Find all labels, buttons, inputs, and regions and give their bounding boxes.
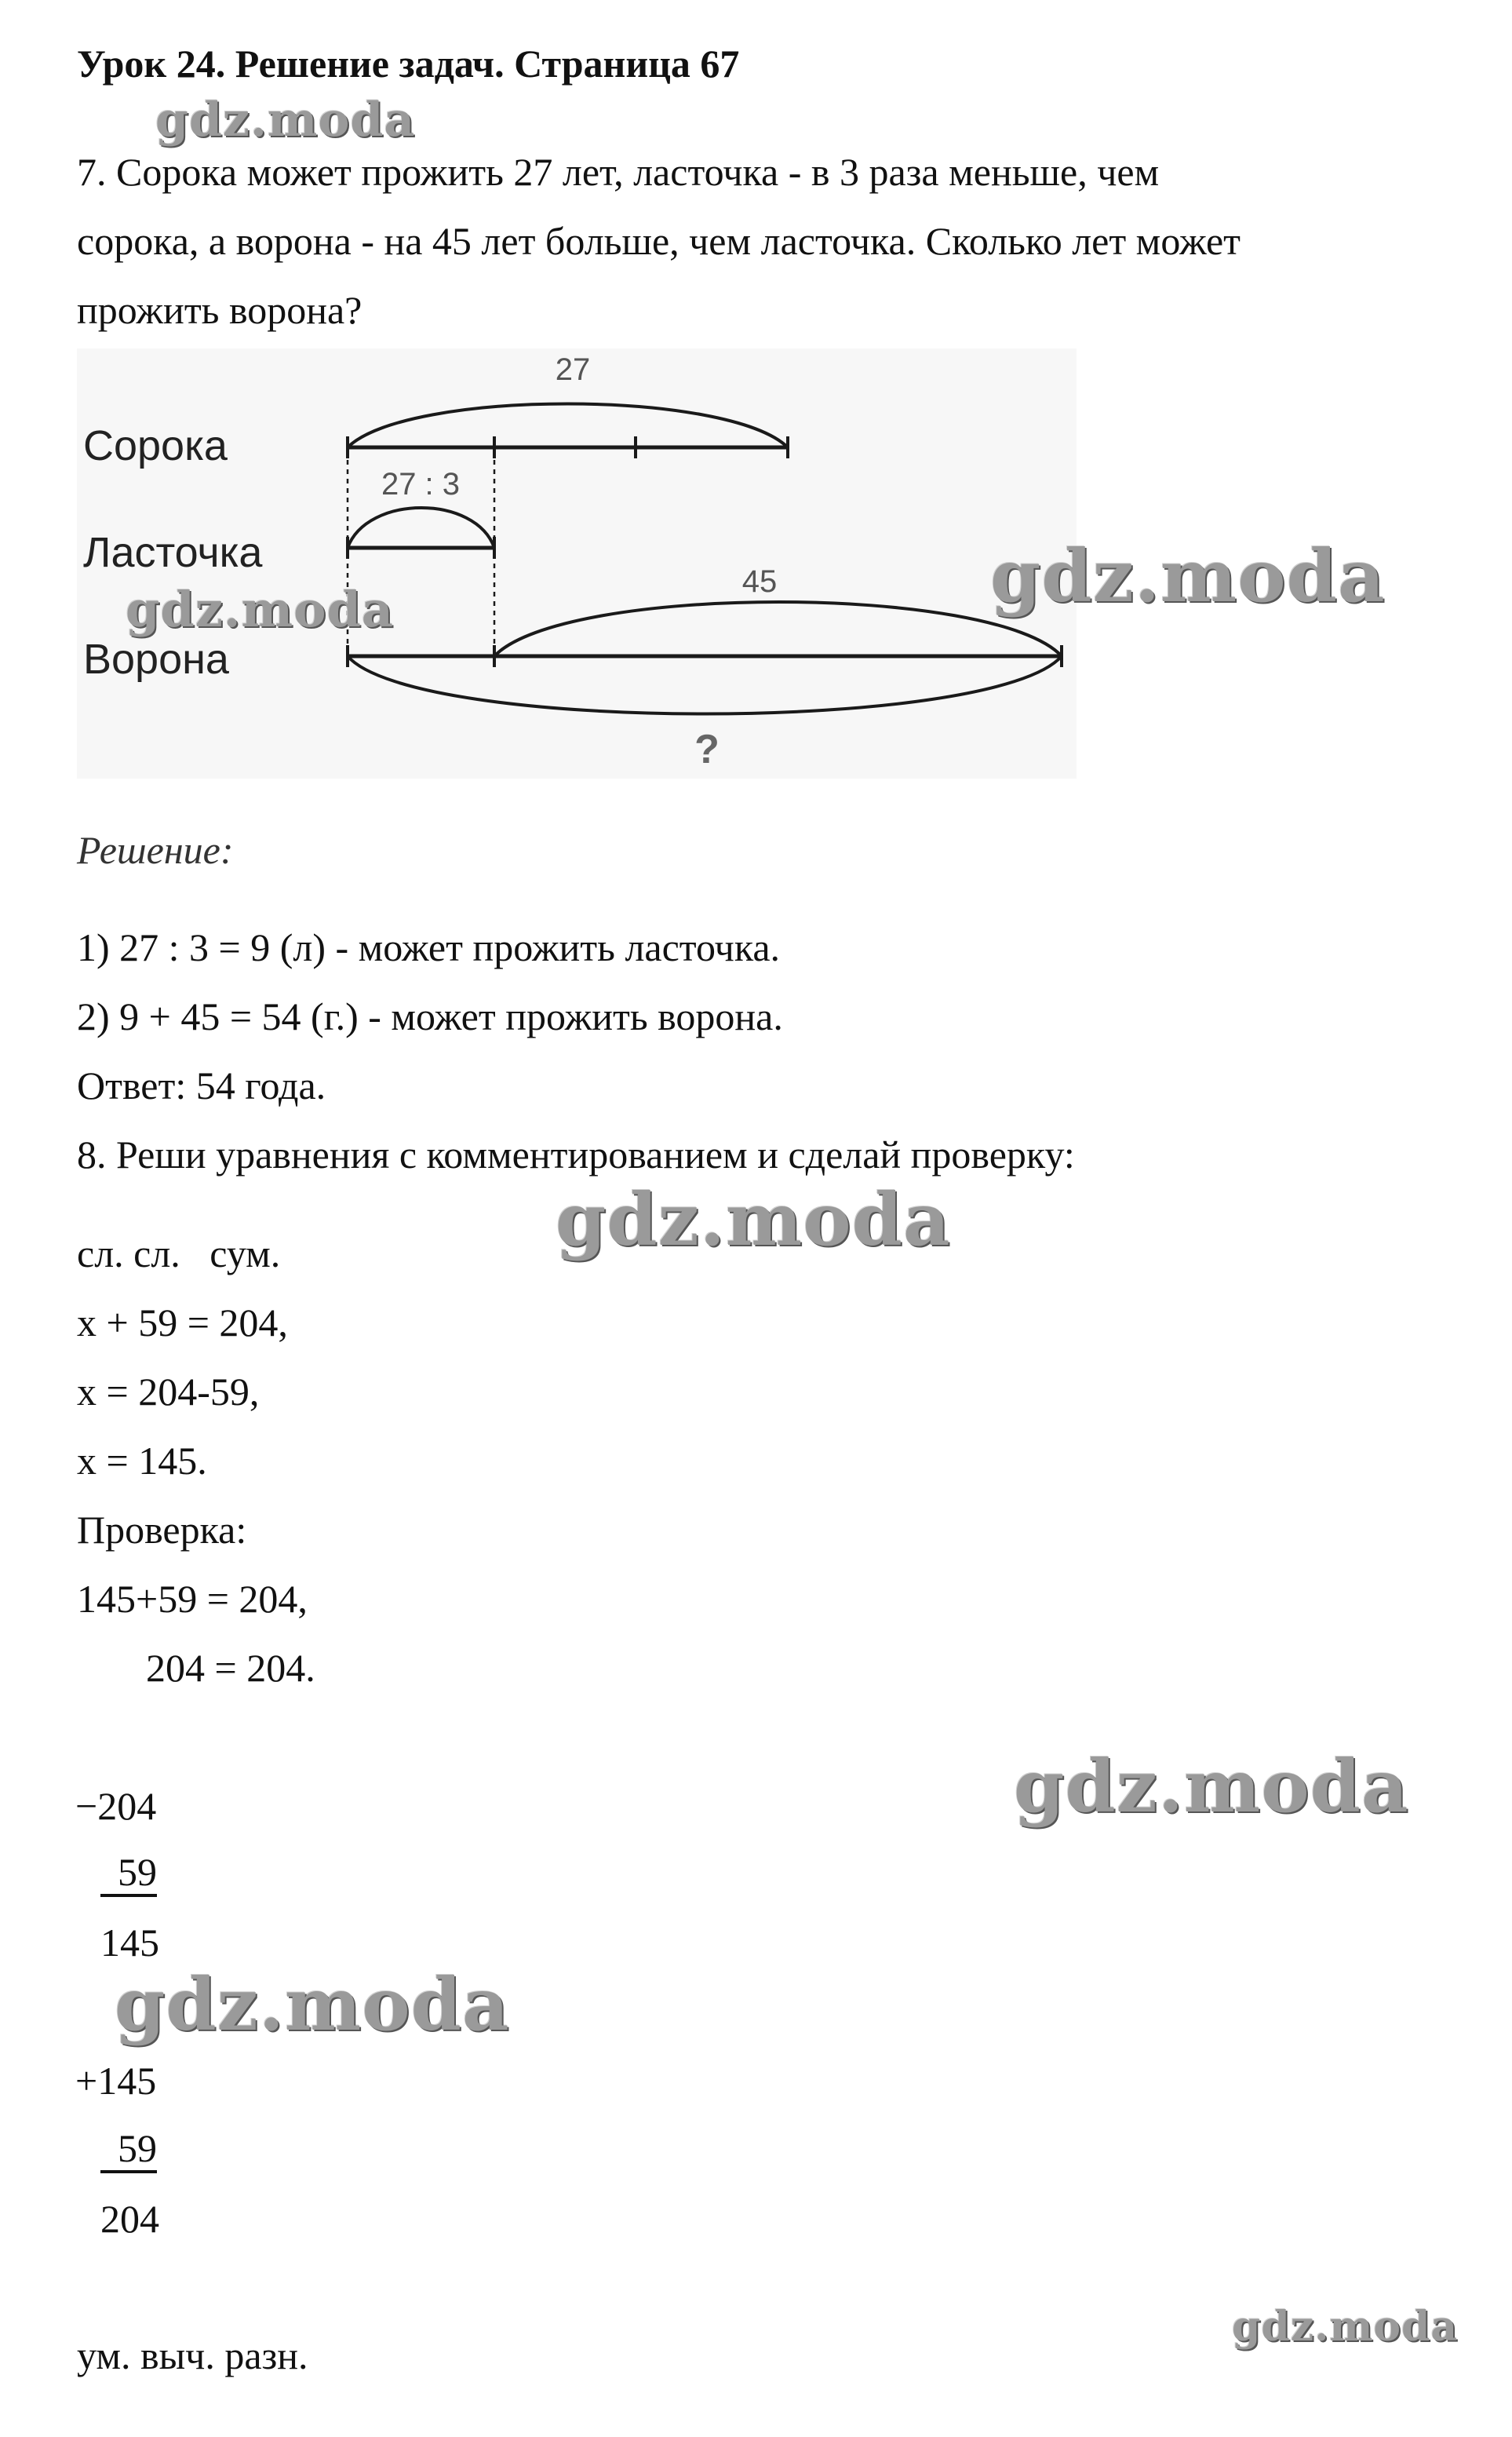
watermark: gdz.moda	[1232, 2303, 1459, 2351]
check-label: Проверка:	[77, 1508, 247, 1552]
watermark: gdz.moda	[1014, 1744, 1409, 1829]
addition-addend-1: 145	[97, 2059, 157, 2103]
subtraction-middle-row	[100, 1848, 157, 1897]
addition-addend-2: 59	[100, 2126, 157, 2173]
segment-diagram	[77, 348, 1077, 779]
watermark: gdz.moda	[115, 1962, 510, 2047]
subtraction-subtrahend: 59	[100, 1850, 157, 1897]
magpie-total-label: 27	[555, 352, 591, 387]
minus-sign: −	[75, 1784, 98, 1828]
equation-line-2: x = 204-59,	[77, 1370, 260, 1414]
check-line-1: 145+59 = 204,	[77, 1577, 308, 1621]
equation-line-3: x = 145.	[77, 1439, 207, 1483]
addition-sum: 204	[100, 2197, 159, 2241]
check-line-2: 204 = 204.	[146, 1646, 315, 1690]
watermark: gdz.moda	[556, 1177, 951, 1262]
subtraction-difference: 145	[100, 1921, 159, 1965]
task7-line-1: 7. Сорока может прожить 27 лет, ласточка - в 3 раза меньше, чем	[77, 150, 1160, 194]
subtraction-top-row	[75, 1782, 156, 1830]
addition-middle-row	[100, 2124, 157, 2173]
solution-label: Решение:	[77, 828, 234, 872]
page-title: Урок 24. Решение задач. Страница 67	[77, 42, 740, 86]
watermark: gdz.moda	[126, 581, 394, 638]
plus-sign: +	[75, 2059, 98, 2103]
label-magpie: Сорока	[83, 422, 228, 469]
segment-diagram-svg	[77, 348, 1077, 779]
crow-extra-label: 45	[741, 564, 778, 599]
task8-header: 8. Реши уравнения с комментированием и сделай проверку:	[77, 1133, 1075, 1177]
equation-line-1: x + 59 = 204,	[77, 1301, 288, 1344]
solution-step-1: 1) 27 : 3 = 9 (л) - может прожить ласточка.	[77, 925, 781, 969]
equation-roles: сл. сл. сум.	[77, 1231, 281, 1275]
task7-line-3: прожить ворона?	[77, 288, 363, 332]
label-swallow: Ласточка	[83, 529, 263, 576]
footer-roles: ум. выч. разн.	[77, 2333, 308, 2377]
crow-total-brace	[348, 656, 1062, 714]
swallow-expr-label: 27 : 3	[381, 467, 461, 502]
addition-top-row	[75, 2056, 156, 2105]
watermark: gdz.moda	[990, 534, 1386, 618]
swallow-brace	[348, 508, 494, 548]
subtraction-minuend: 204	[97, 1784, 157, 1828]
task7-line-2: сорока, а ворона - на 45 лет больше, чем ласточка. Сколько лет может	[77, 219, 1241, 263]
answer: Ответ: 54 года.	[77, 1063, 326, 1107]
label-crow: Ворона	[83, 636, 229, 683]
magpie-brace	[348, 404, 788, 448]
watermark: gdz.moda	[155, 93, 416, 148]
crow-extra-brace	[494, 602, 1062, 656]
solution-step-2: 2) 9 + 45 = 54 (г.) - может прожить ворона.	[77, 994, 783, 1038]
question-mark: ?	[694, 727, 720, 772]
